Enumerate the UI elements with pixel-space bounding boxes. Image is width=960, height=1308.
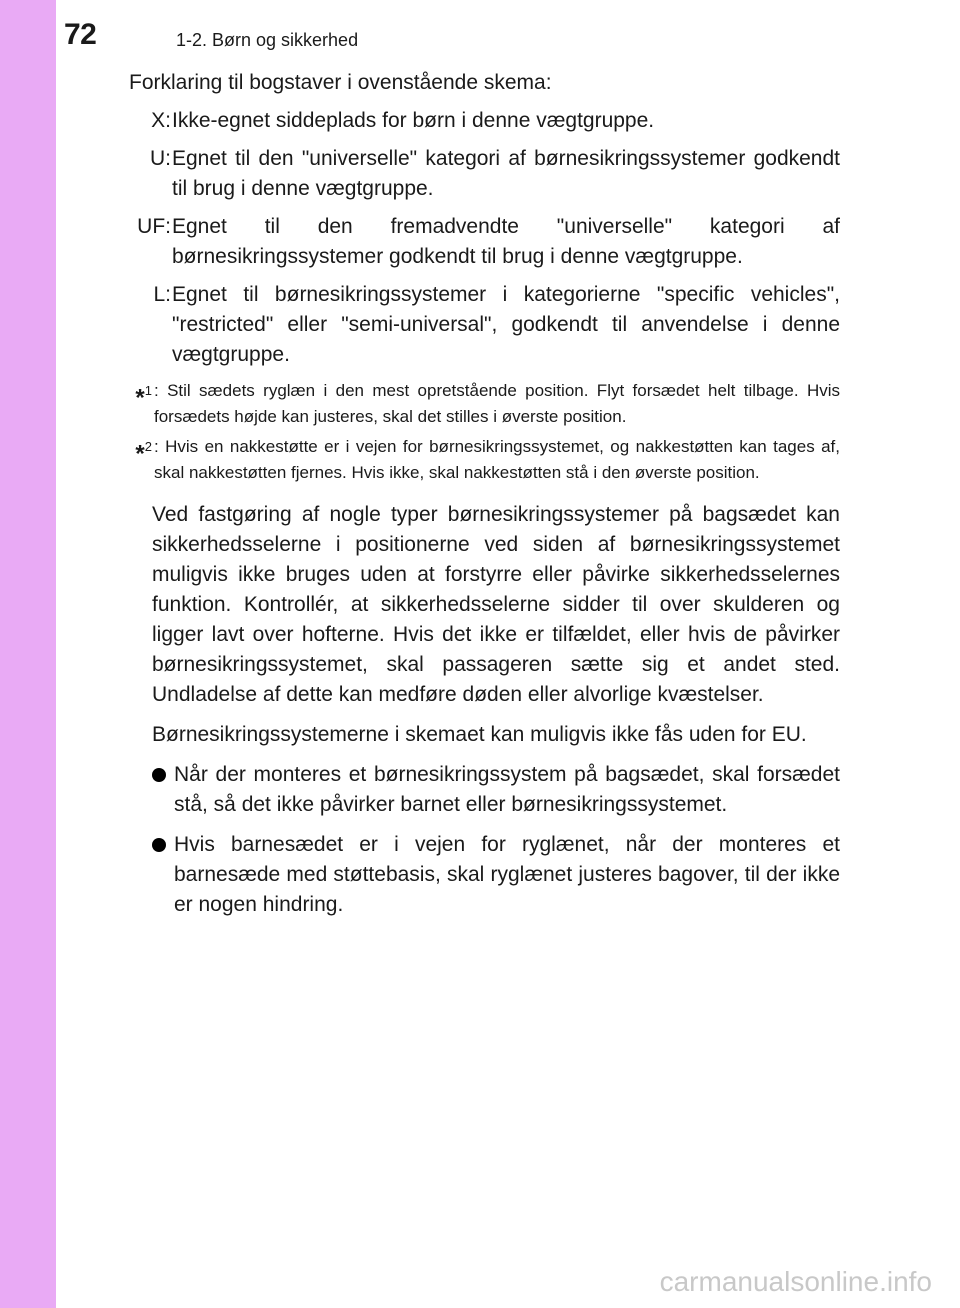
definition-text: Egnet til børnesikringssystemer i kategorierne "specific vehicles", "restricted" eller "semi-universal", godkendt til anvendelse i denne vægtgruppe.: [172, 283, 840, 366]
page-number: 72: [64, 18, 97, 51]
seatbelt-warning-paragraph: Ved fastgøring af nogle typer børnesikringssystemer på bagsædet kan sikkerhedsselerne i positionerne ved siden af børnesikringssystemet muligvis ikke bruges uden at forstyrre eller påvirke sikkerhedsselernes funktion. Kontrollér, at sikkerhedsselerne sidder til over skulderen og ligger lavt over hofterne. Hvis det ikke er tilfældet, eller hvis de påvirker børnesikringssystemet, skal passageren sætte sig et andet sted. Undladelse af dette kan medføre døden eller alvorlige kvæstelser.: [152, 503, 840, 706]
definition-code: U:: [150, 147, 171, 170]
bullet-text: Når der monteres et børnesikringssystem på bagsædet, skal forsædet stå, så det ikke påvirker barnet eller børnesikringssystemet.: [174, 763, 840, 816]
definition-uf: [120, 212, 840, 272]
legend-intro: Forklaring til bogstaver i ovenstående skema:: [129, 71, 552, 94]
footnote-text: : Hvis en nakkestøtte er i vejen for børnesikringssystemet, og nakkestøtten kan tages af, skal nakkestøtten fjernes. Hvis ikke, skal nakkestøtten stå i den øverste position.: [154, 437, 840, 482]
definition-text: Egnet til den "universelle" kategori af børnesikringssystemer godkendt til brug i denne vægtgruppe.: [172, 147, 840, 200]
definition-u: [120, 144, 840, 204]
footnote-marker: *$^2$: [135, 439, 152, 468]
bullet-item: [152, 760, 840, 820]
section-title: 1-2. Børn og sikkerhed: [176, 30, 359, 50]
eu-availability-paragraph: Børnesikringssystemerne i skemaet kan muligvis ikke fås uden for EU.: [152, 723, 807, 746]
footnote-2: [120, 434, 840, 486]
footnote-text: : Stil sædets ryglæn i den mest opretstående position. Flyt forsædet helt tilbage. Hvis forsædets højde kan justeres, skal det stilles i øverste position.: [154, 381, 840, 426]
definition-text: Egnet til den fremadvendte "universelle" kategori af børnesikringssystemer godkendt til brug i denne vægtgruppe.: [172, 215, 840, 268]
bullet-dot-icon: [152, 838, 166, 852]
definition-code: X:: [151, 109, 171, 132]
site-watermark: carmanualsonline.info: [659, 1266, 932, 1297]
bullet-item: [152, 830, 840, 920]
page-content: [120, 68, 840, 930]
bullet-text: Hvis barnesædet er i vejen for ryglænet, når der monteres et barnesæde med støttebasis, skal ryglænet justeres bagover, til der ikke er nogen hindring.: [174, 833, 840, 916]
definition-l: [120, 280, 840, 370]
footnote-1: [120, 378, 840, 430]
definition-text: Ikke-egnet siddeplads for børn i denne vægtgruppe.: [172, 109, 655, 132]
chapter-sidebar-tab: [0, 0, 56, 1308]
definition-x: [120, 106, 840, 136]
definition-code: UF:: [137, 215, 171, 238]
footnote-marker: *$^1$: [135, 383, 152, 412]
definition-code: L:: [153, 283, 171, 306]
bullet-dot-icon: [152, 768, 166, 782]
